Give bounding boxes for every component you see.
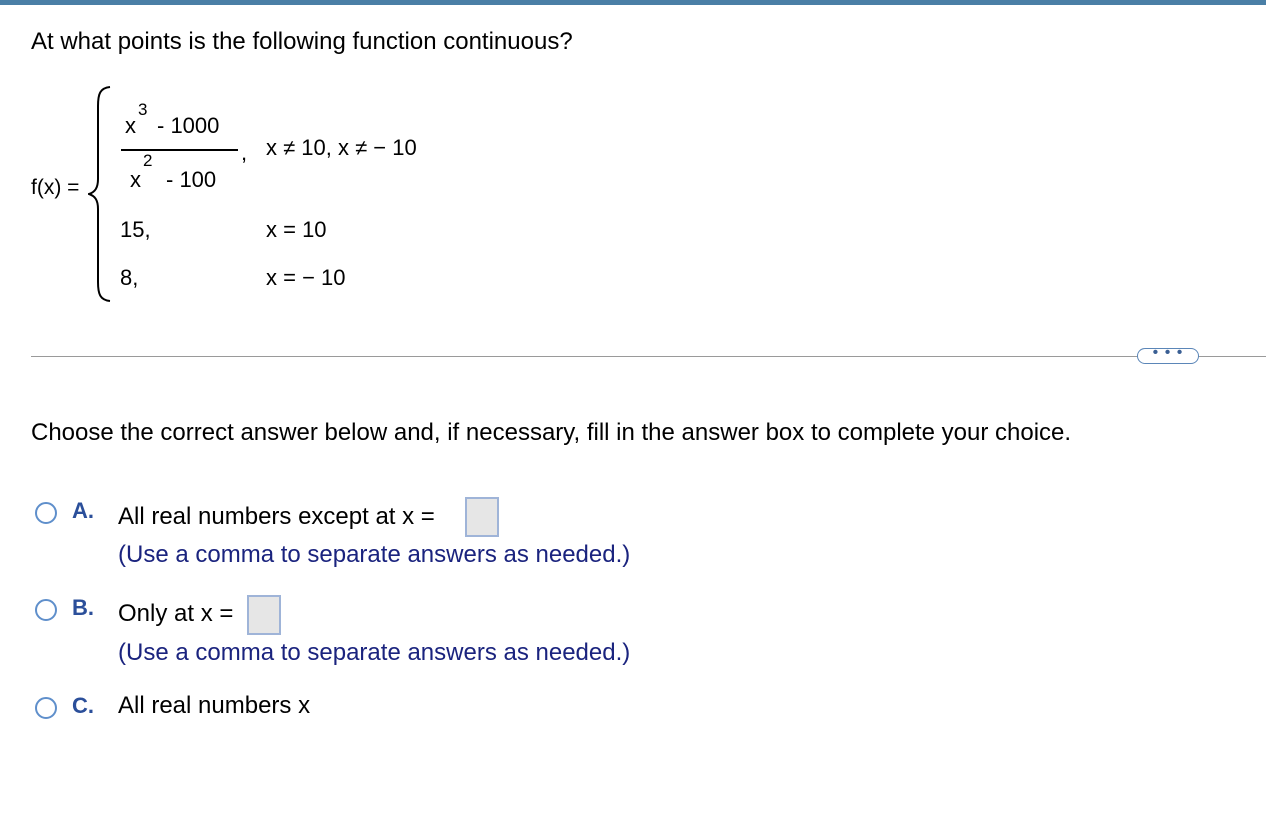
- option-a-radio[interactable]: [35, 502, 57, 524]
- more-options-button[interactable]: • • •: [1137, 348, 1199, 364]
- case1-comma: ,: [241, 140, 248, 165]
- function-label: f(x) =: [31, 176, 80, 199]
- option-b-text: Only at x =: [118, 600, 234, 627]
- option-a-hint: (Use a comma to separate answers as needed.): [118, 541, 631, 568]
- question-text: At what points is the following function continuous?: [31, 28, 573, 55]
- instructions-text: Choose the correct answer below and, if necessary, fill in the answer box to complete your choice.: [31, 419, 1072, 446]
- case1-condition: x ≠ 10, x ≠ − 10: [266, 135, 417, 160]
- option-c-letter: C.: [72, 693, 94, 718]
- option-a-letter: A.: [72, 498, 94, 523]
- left-brace: [88, 84, 116, 304]
- option-c-text: All real numbers x: [118, 692, 311, 719]
- denominator-exponent: 2: [143, 151, 153, 170]
- section-divider: [31, 356, 1266, 357]
- option-b-answer-input[interactable]: [247, 595, 281, 635]
- numerator-exponent: 3: [138, 100, 148, 119]
- fraction-bar: [121, 149, 238, 151]
- case2-value: 15,: [120, 217, 151, 242]
- option-a-text: All real numbers except at x =: [118, 503, 435, 530]
- case2-condition: x = 10: [266, 217, 327, 242]
- option-b-radio[interactable]: [35, 599, 57, 621]
- option-b-letter: B.: [72, 595, 94, 620]
- option-a-answer-input[interactable]: [465, 497, 499, 537]
- option-c-radio[interactable]: [35, 697, 57, 719]
- denominator-constant: - 100: [166, 167, 217, 192]
- case3-condition: x = − 10: [266, 265, 346, 290]
- case3-value: 8,: [120, 265, 139, 290]
- option-b-hint: (Use a comma to separate answers as needed.): [118, 639, 631, 666]
- numerator-constant: - 1000: [157, 113, 220, 138]
- denominator-variable: x: [130, 167, 141, 192]
- top-accent-bar: [0, 0, 1266, 5]
- numerator-variable: x: [125, 113, 136, 138]
